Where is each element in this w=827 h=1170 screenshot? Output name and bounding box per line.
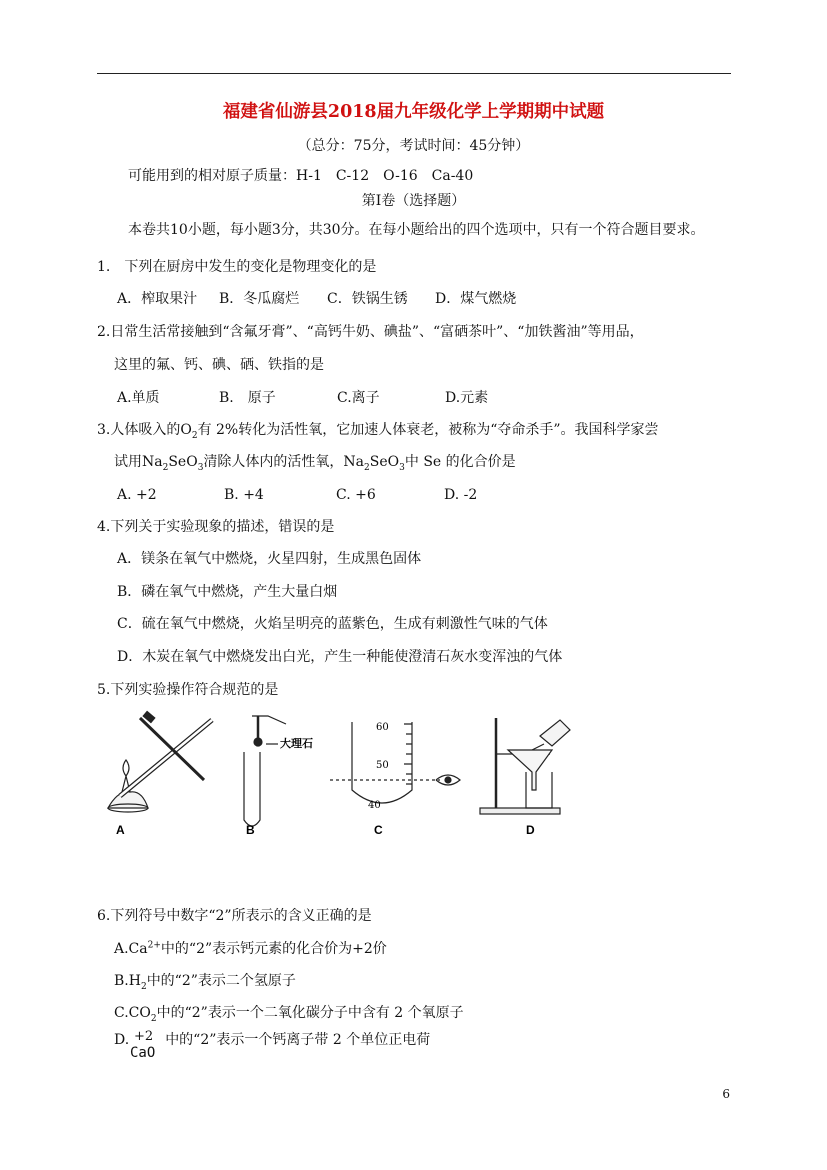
question-2-options [117,389,488,407]
question-5-stem: 5.下列实验操作符合规范的是 [97,682,279,698]
q1-option-d: D．煤气燃烧 [435,291,517,307]
valence-mark: +2 [134,1029,154,1044]
q2-option-b: B. 原子 [219,390,276,406]
q4-option-a: A．镁条在氧气中燃烧，火星四射，生成黑色固体 [117,551,422,567]
q3-option-c: C. +6 [336,487,376,503]
question-2-stem-line2: 这里的氟、钙、碘、硒、铁指的是 [114,357,324,373]
scale-tick-60: 60 [376,722,389,733]
question-4-stem: 4.下列关于实验现象的描述，错误的是 [97,519,335,535]
figure-label-c: C [374,823,383,837]
scale-tick-50: 50 [376,760,389,771]
figure-label-d: D [526,823,535,837]
scale-tick-40: 40 [368,800,381,811]
question-2-stem: 2.日常生活常接触到“含氟牙膏”、“高钙牛奶、碘盐”、“富硒茶叶”、“加铁酱油”等用品， [97,324,644,340]
question-6-stem: 6.下列符号中数字“2”所表示的含义正确的是 [97,908,372,924]
top-rule [97,73,731,74]
figure-label-b: B [246,823,255,837]
marble-label: 大理石 [280,738,313,750]
q3-option-d: D. -2 [444,487,478,503]
q4-option-c: C．硫在氧气中燃烧，火焰呈明亮的蓝紫色，生成有刺激性气味的气体 [117,616,548,632]
q3-option-a: A. +2 [117,487,157,503]
q2-option-a: A.单质 [117,390,160,406]
figure-c-graduated-cylinder [330,722,460,803]
figure-b-test-tube [244,716,286,826]
q6-option-c: $C.CO_2$中的“2”表示一个二氧化碳分子中含有 2 个氧原子 [114,1005,464,1024]
q2-option-d: D.元素 [445,390,489,406]
exam-info: （总分：75分，考试时间：45分钟） [297,138,530,154]
q5-figure [100,710,600,850]
question-3-stem: 3.人体吸入的$O_2$有 2%转化为活性氧，它加速人体衰老，被称为“夺命杀手”。我国科学家尝 [97,422,659,441]
page-number: 6 [722,1087,730,1101]
q6-option-b: $B.H_2$中的“2”表示二个氢原子 [114,973,296,992]
atomic-masses: 可能用到的相对原子质量：H-1 C-12 O-16 Ca-40 [128,168,474,184]
q1-option-c: C．铁锅生锈 [327,291,408,307]
cao-formula: CaO [130,1045,156,1061]
q2-option-c: C.离子 [337,390,380,406]
instructions: 本卷共10小题，每小题3分，共30分。在每小题给出的四个选项中，只有一个符合题目要求。 [128,222,705,238]
q3-option-b: B. +4 [224,487,264,503]
figure-label-a: A [116,823,125,837]
question-3-stem-line2: 试用$Na_2SeO_3$清除人体内的活性氧，$Na_2SeO_3$中 Se 的化合价是 [114,454,516,473]
q6-option-a: $A.Ca^{2+}$中的“2”表示钙元素的化合价为+2价 [114,940,387,957]
q4-option-b: B．磷在氧气中燃烧，产生大量白烟 [117,584,338,600]
question-1-options [117,290,516,308]
question-3-options [117,486,477,504]
q1-option-a: A．榨取果汁 [117,291,198,307]
question-1-stem: 1. 下列在厨房中发生的变化是物理变化的是 [97,259,377,275]
section-heading: 第Ⅰ卷（选择题） [361,193,466,209]
figure-d-filtration-stand [480,718,570,814]
figure-a-alcohol-lamp [108,711,212,812]
q1-option-b: B．冬瓜腐烂 [219,291,300,307]
q6-option-d: D. 中的“2”表示一个钙离子带 2 个单位正电荷 [114,1032,431,1048]
q4-option-d: D．木炭在氧气中燃烧发出白光，产生一种能使澄清石灰水变浑浊的气体 [117,649,563,665]
page-title: 福建省仙游县2018届九年级化学上学期期中试题 [222,102,605,122]
